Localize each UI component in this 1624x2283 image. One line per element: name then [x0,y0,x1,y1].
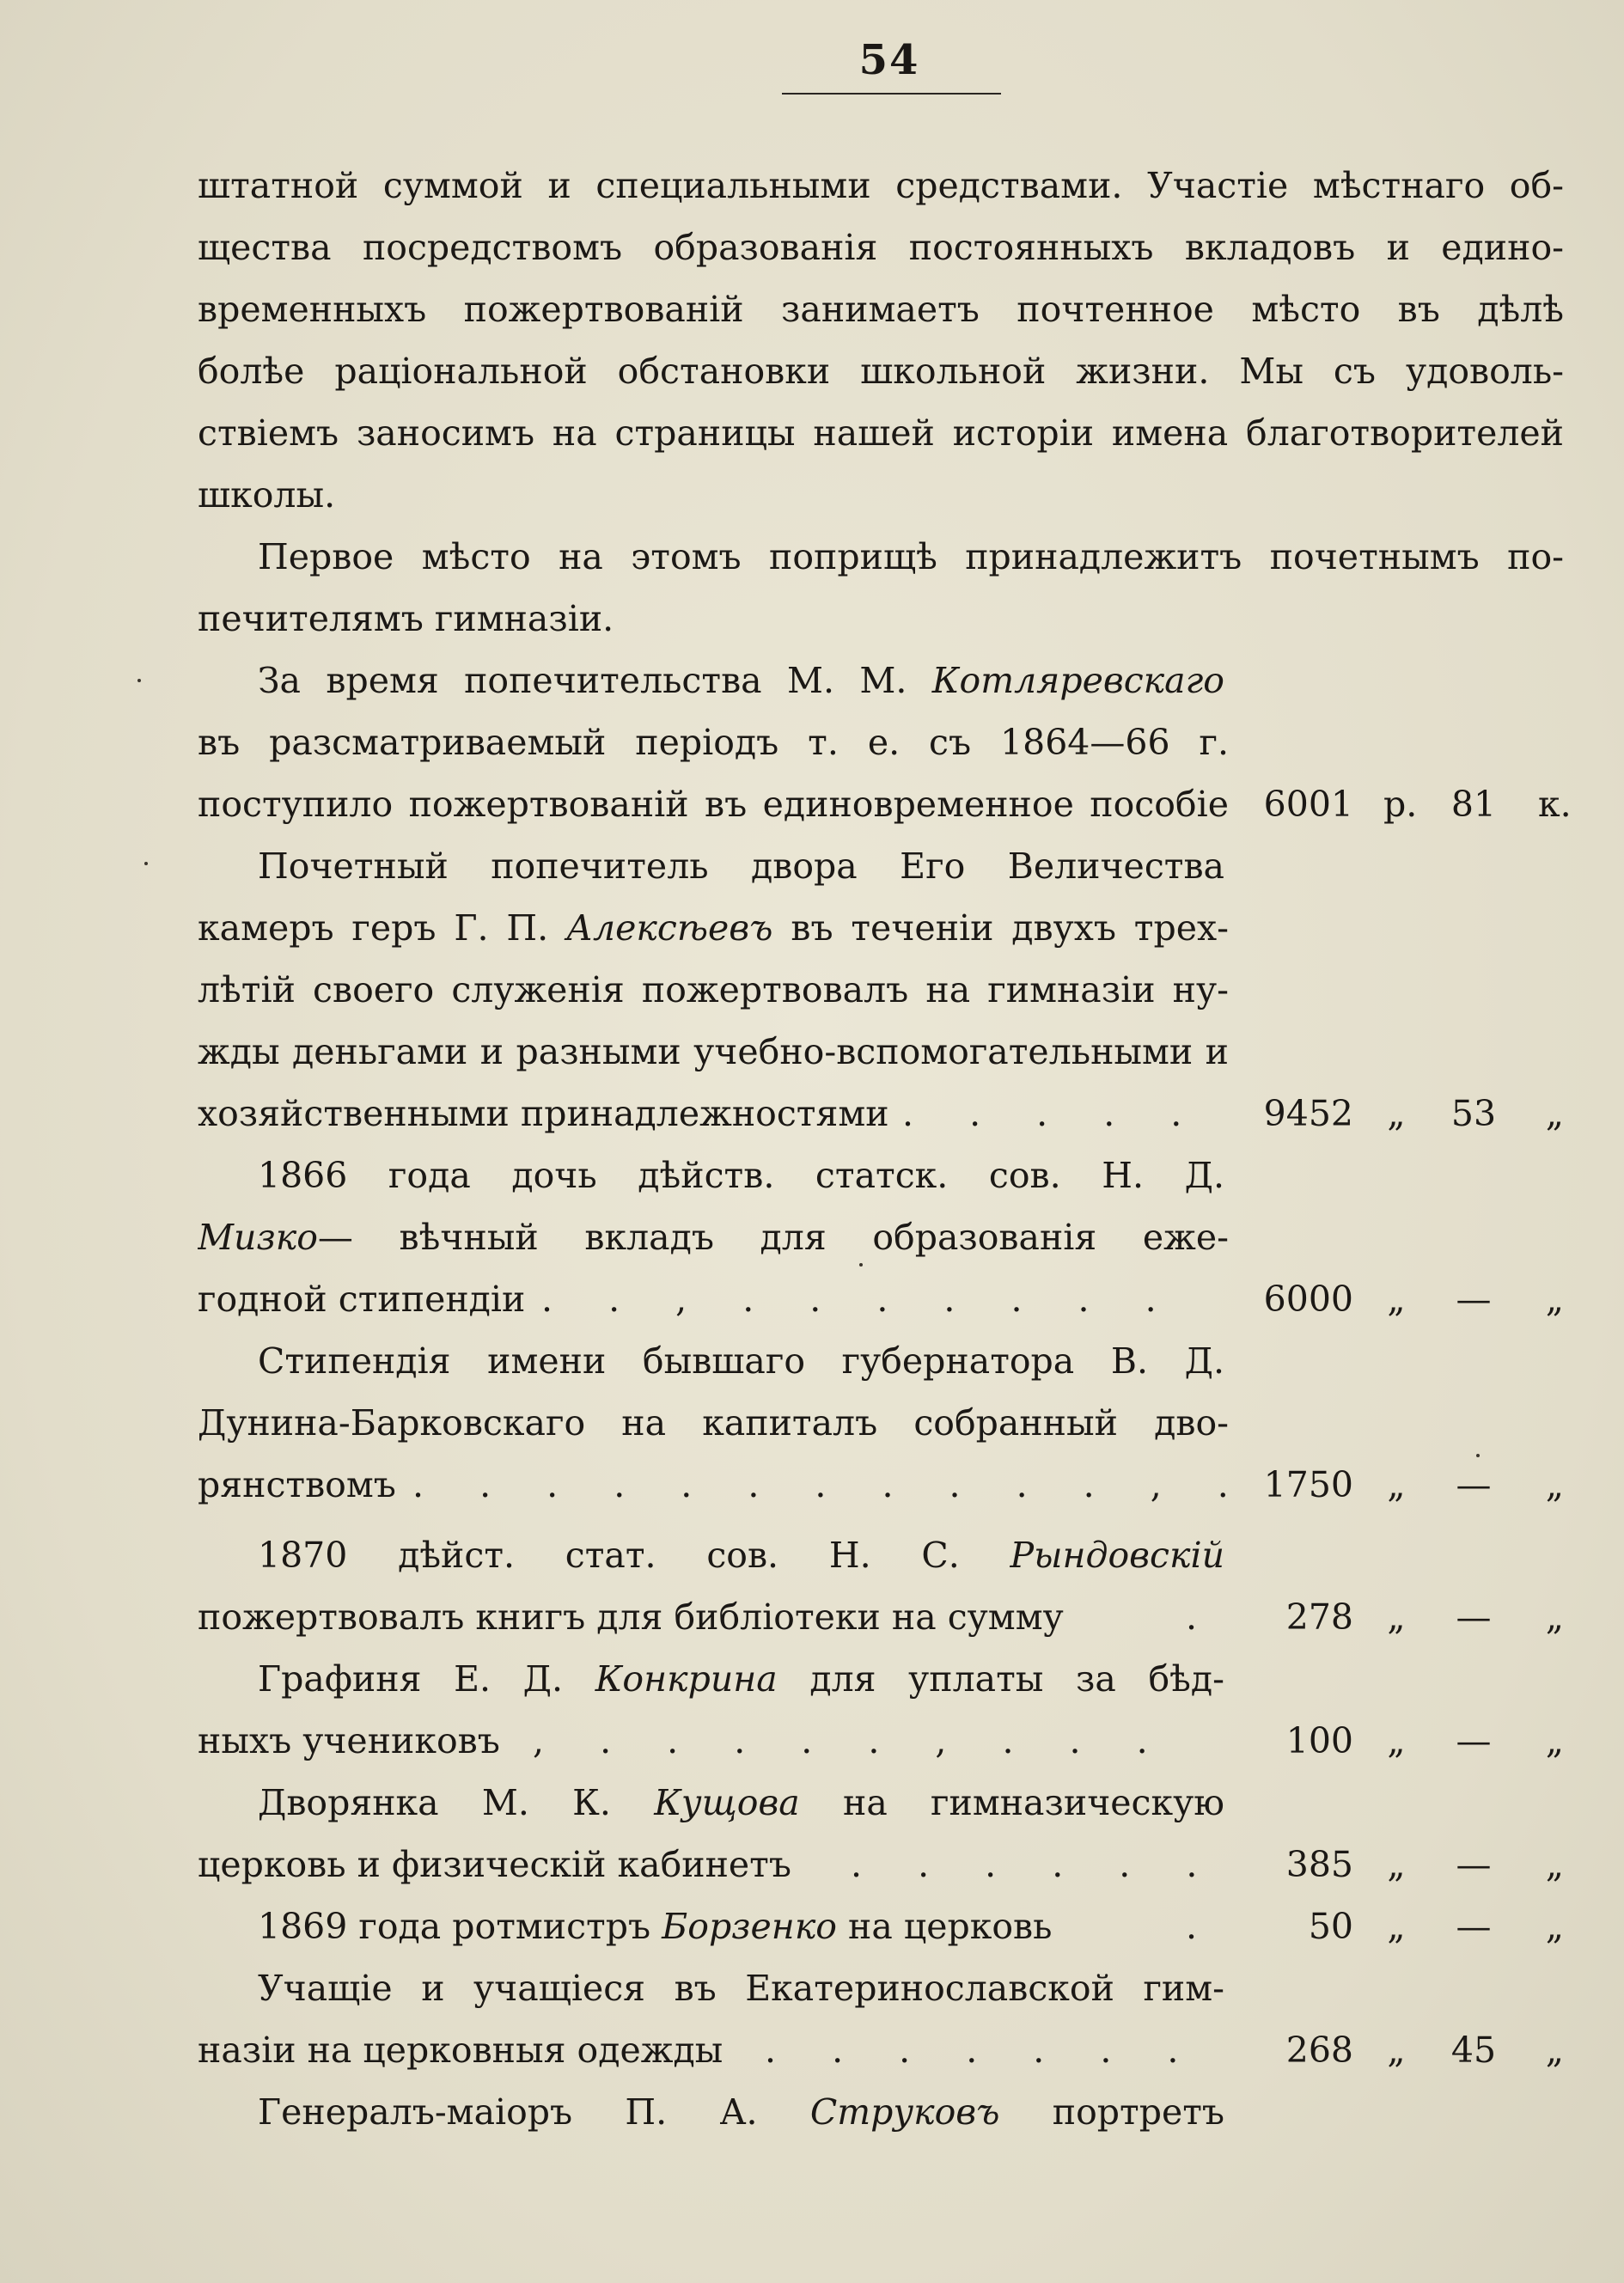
entry-text: Генералъ-маіоръ П. А. [258,2091,758,2133]
donor-name: Алексѣевъ [566,907,773,949]
dot-leader: . . , . . . . . . . [541,1279,1179,1320]
entry-line: 1866 года дочь дѣйств. статск. сов. Н. Д. [258,1155,1224,1196]
entry-text: Дворянка М. К. [258,1782,611,1823]
paragraph-line: штатной суммой и специальными средствами. Участіе мѣстнаго об- [198,165,1564,206]
amount-kopecks: — [1456,1279,1492,1320]
entry-text: годной стипендіи [198,1279,526,1320]
unit-kopecks: „ [1545,1844,1564,1885]
entry-text: для уплаты за бѣд- [809,1658,1224,1700]
unit-kopecks: „ [1545,1464,1564,1505]
entry-text: пожертвовалъ книгъ для библіотеки на сумму [198,1596,1064,1638]
amount-row [1233,1091,1564,1136]
unit-rubles: „ [1387,2030,1406,2071]
amount-kopecks: — [1456,1906,1492,1947]
amount-row [1233,1462,1564,1507]
amount-row [1233,1277,1564,1322]
unit-rubles: „ [1387,1093,1406,1134]
amount-row [1233,782,1572,827]
entry-line [258,2090,1224,2134]
amount-kopecks: — [1456,1720,1492,1761]
entry-line: поступило пожертвованій въ единовременное пособіе [198,784,1229,825]
entry-text: портретъ [1052,2091,1224,2133]
entry-text: ныхъ учениковъ [198,1720,500,1761]
entry-line: Стипендія имени бывшаго губернатора В. Д. [258,1340,1224,1382]
scan-speck [137,679,141,682]
amount-kopecks: 81 [1450,784,1497,825]
entry-line: въ разсматриваемый періодъ т. е. съ 1864—66 г. [198,722,1229,763]
entry-line [198,1215,1229,1260]
paragraph-line: ствіемъ заносимъ на страницы нашей исторіи имена благотворителей [198,412,1564,454]
entry-text: 1869 года ротмистръ [258,1906,651,1947]
paragraph-line: щества посредствомъ образованія постоянныхъ вкладовъ и едино- [198,227,1564,268]
unit-kopecks: „ [1545,1596,1564,1638]
amount-row [1233,2028,1564,2072]
amount-rubles: 268 [1285,2030,1353,2071]
donor-name: Кущова [654,1782,800,1823]
entry-line [258,1657,1224,1701]
entry-text: Графиня Е. Д. [258,1658,564,1700]
amount-rubles: 100 [1285,1720,1353,1761]
entry-text: въ теченіи двухъ трех- [791,907,1229,949]
entry-line: Почетный попечитель двора Его Величества [258,845,1224,887]
entry-text: на гимназическую [843,1782,1224,1823]
amount-kopecks: 45 [1450,2030,1497,2071]
entry-text: 1870 дѣйст. стат. сов. Н. С. [258,1535,960,1576]
amount-rubles: 1750 [1263,1464,1353,1505]
amount-rubles: 278 [1285,1596,1353,1638]
unit-kopecks: к. [1538,784,1572,825]
amount-row [1233,1718,1564,1763]
amount-rubles: 50 [1308,1906,1353,1947]
page-number: 54 [858,36,920,84]
amount-kopecks: — [1456,1464,1492,1505]
unit-rubles: „ [1387,1844,1406,1885]
entry-text: церковь и физическій кабинетъ [198,1844,791,1885]
dot-leader: . . . . . . . . . . . , . [412,1464,1251,1505]
paragraph-line: школы. [198,474,336,516]
amount-kopecks: — [1456,1844,1492,1885]
amount-row [1233,1595,1564,1639]
unit-kopecks: „ [1545,1093,1564,1134]
entry-text: рянствомъ [198,1464,396,1505]
entry-line [198,906,1229,950]
unit-rubles: „ [1387,1464,1406,1505]
donor-name: Борзенко [662,1906,837,1947]
entry-line: Дунина-Барковскаго на капиталъ собранный дво- [198,1402,1229,1444]
amount-rubles: 9452 [1263,1093,1353,1134]
entry-text: — вѣчный вкладъ для образованія еже- [317,1217,1229,1258]
paragraph-line: печителямъ гимназіи. [198,598,614,639]
paragraph-line: временныхъ пожертвованій занимаетъ почтенное мѣсто въ дѣлѣ [198,289,1564,330]
dot-leader: . . . . . [902,1093,1205,1134]
unit-rubles: „ [1387,1720,1406,1761]
entry-line [258,1780,1224,1825]
entry-line: Учащіе и учащіеся въ Екатеринославской гим- [258,1968,1224,2009]
entry-text: За время попечительства М. М. [258,660,907,701]
entry-line: лѣтій своего служенія пожертвовалъ на гимназіи ну- [198,969,1229,1010]
unit-kopecks: „ [1545,2030,1564,2071]
entry-line: жды деньгами и разными учебно-вспомогательными и [198,1031,1229,1072]
unit-kopecks: „ [1545,1279,1564,1320]
entry-line [258,658,1224,703]
amount-kopecks: 53 [1450,1093,1497,1134]
unit-rubles: „ [1387,1596,1406,1638]
donor-name: Струковъ [809,2091,1000,2133]
dot-leader: . . . . . . . [765,2030,1201,2071]
entry-text: на церковь [848,1906,1053,1947]
unit-rubles: р. [1383,784,1418,825]
dot-leader: . [1186,1596,1198,1638]
amount-row [1233,1842,1564,1887]
unit-kopecks: „ [1545,1906,1564,1947]
dot-leader: , . . . . . , . . . [533,1720,1170,1761]
amount-rubles: 6000 [1263,1279,1353,1320]
unit-kopecks: „ [1545,1720,1564,1761]
unit-rubles: „ [1387,1906,1406,1947]
paragraph-line: Первое мѣсто на этомъ поприщѣ принадлежитъ почетнымъ по- [258,536,1564,577]
donor-name: Котляревскаго [931,660,1224,701]
entry-text: назіи на церковныя одежды [198,2030,723,2071]
dot-leader: . [1186,1906,1198,1947]
amount-rubles: 6001 [1263,784,1353,825]
donor-name: Конкрина [595,1658,778,1700]
amount-rubles: 385 [1285,1844,1353,1885]
amount-kopecks: — [1456,1596,1492,1638]
scan-speck [1476,1454,1480,1457]
scan-speck [859,1263,863,1267]
entry-text: хозяйственными принадлежностями [198,1093,889,1134]
header-rule [782,93,1001,95]
donor-name: Мизко [198,1217,318,1258]
paragraph-line: болѣе раціональной обстановки школьной жизни. Мы съ удоволь- [198,351,1564,392]
scan-speck [144,862,148,865]
unit-rubles: „ [1387,1279,1406,1320]
amount-row [1233,1904,1564,1949]
dot-leader: . . . . . . [851,1844,1220,1885]
entry-line [258,1533,1224,1578]
entry-text: камеръ геръ Г. П. [198,907,549,949]
donor-name: Рындовскій [1010,1535,1224,1576]
